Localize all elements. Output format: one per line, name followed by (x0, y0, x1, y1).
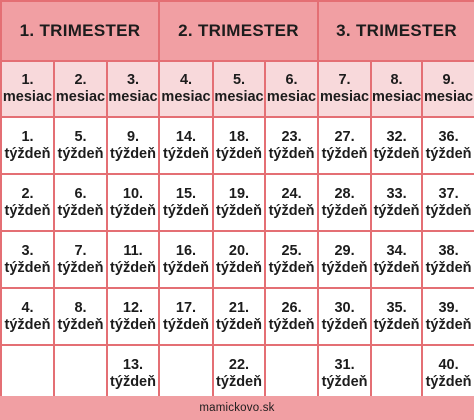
week-cell (422, 231, 474, 288)
month-number: 8. (390, 72, 403, 88)
month-header (159, 61, 213, 117)
month-label: mesiac (2, 89, 53, 105)
week-row (1, 174, 474, 231)
trimester-header: 2. TRIMESTER (159, 1, 318, 61)
month-label: mesiac (372, 89, 422, 105)
week-label: týždeň (425, 316, 472, 333)
week-number: 20. (228, 242, 250, 259)
week-number: 25. (281, 242, 302, 259)
week-cell (371, 174, 422, 231)
week-number: 21. (228, 299, 250, 316)
week-number: 5. (74, 128, 87, 145)
week-number: 13. (122, 357, 144, 373)
week-label: týždeň (321, 202, 368, 219)
week-cell (1, 174, 54, 231)
week-label: týždeň (4, 259, 51, 276)
week-cell (422, 117, 474, 174)
week-number: 19. (228, 185, 250, 202)
week-number: 36. (438, 128, 459, 145)
week-label: týždeň (57, 316, 104, 333)
week-cell (422, 288, 474, 345)
week-number: 16. (175, 242, 197, 259)
week-cell (213, 345, 265, 403)
week-number: 18. (228, 128, 250, 145)
month-header-row (1, 61, 474, 117)
week-cell (213, 117, 265, 174)
week-number: 26. (281, 299, 302, 316)
month-header (107, 61, 159, 117)
week-label: týždeň (373, 145, 420, 162)
week-number: 38. (438, 242, 459, 259)
week-cell (318, 288, 371, 345)
month-number: 3. (126, 72, 140, 88)
week-label: týždeň (163, 202, 209, 219)
week-number: 34. (386, 242, 407, 259)
week-number: 39. (438, 299, 459, 316)
week-label: týždeň (216, 202, 262, 219)
week-label: týždeň (216, 259, 262, 276)
week-number: 7. (74, 242, 87, 259)
footer-brand: mamickovo.sk (0, 396, 474, 420)
week-number: 6. (74, 185, 87, 202)
month-label: mesiac (161, 89, 211, 105)
week-number: 23. (281, 128, 302, 145)
week-cell (371, 288, 422, 345)
week-row (1, 345, 474, 403)
week-label: týždeň (268, 145, 315, 162)
week-label: týždeň (321, 316, 368, 333)
month-header (265, 61, 318, 117)
month-header (318, 61, 371, 117)
week-cell (159, 345, 213, 403)
week-cell (265, 231, 318, 288)
week-label: týždeň (57, 145, 104, 162)
week-number: 11. (123, 242, 143, 259)
week-cell (1, 231, 54, 288)
week-cell (54, 117, 107, 174)
week-row (1, 231, 474, 288)
week-cell (422, 345, 474, 403)
trimester-header: 1. TRIMESTER (1, 1, 159, 61)
week-number: 35. (386, 299, 407, 316)
week-cell (213, 288, 265, 345)
week-label: týždeň (110, 259, 156, 276)
week-label: týždeň (4, 202, 51, 219)
week-number: 27. (334, 128, 355, 145)
month-label: mesiac (55, 89, 106, 105)
week-cell (371, 345, 422, 403)
week-label: týždeň (163, 145, 209, 162)
week-number: 17. (175, 299, 197, 316)
week-cell (371, 231, 422, 288)
week-number: 12. (122, 299, 144, 316)
week-cell (318, 345, 371, 403)
week-number: 32. (386, 128, 407, 145)
week-cell (1, 117, 54, 174)
month-header (213, 61, 265, 117)
week-number: 1. (21, 128, 34, 145)
week-label: týždeň (216, 316, 262, 333)
month-header (54, 61, 107, 117)
week-label: týždeň (110, 202, 156, 219)
week-number: 15. (175, 185, 197, 202)
week-cell (265, 174, 318, 231)
week-number: 4. (21, 299, 34, 316)
week-cell (159, 117, 213, 174)
week-cell (107, 288, 159, 345)
week-cell (213, 231, 265, 288)
week-label: týždeň (57, 202, 104, 219)
week-cell (107, 117, 159, 174)
month-number: 7. (338, 72, 351, 88)
week-label: týždeň (4, 145, 51, 162)
month-label: mesiac (423, 89, 474, 105)
week-number: 40. (438, 357, 459, 373)
week-label: týždeň (216, 374, 262, 390)
week-label: týždeň (373, 202, 420, 219)
month-number: 6. (285, 72, 298, 88)
week-number: 28. (334, 185, 355, 202)
week-number: 10. (122, 185, 144, 202)
trimester-header-row (1, 1, 474, 61)
week-label: týždeň (268, 202, 315, 219)
week-cell (107, 345, 159, 403)
week-label: týždeň (425, 259, 472, 276)
week-cell (422, 174, 474, 231)
month-number: 2. (74, 72, 87, 88)
week-cell (54, 288, 107, 345)
week-label: týždeň (163, 316, 209, 333)
week-number: 24. (281, 185, 302, 202)
week-cell (1, 288, 54, 345)
week-cell (107, 231, 159, 288)
week-label: týždeň (425, 374, 472, 390)
week-label: týždeň (373, 259, 420, 276)
week-cell (318, 174, 371, 231)
week-cell (54, 231, 107, 288)
week-number: 37. (438, 185, 459, 202)
week-cell (213, 174, 265, 231)
week-label: týždeň (425, 202, 472, 219)
week-cell (159, 174, 213, 231)
month-label: mesiac (266, 89, 317, 105)
week-label: týždeň (57, 259, 104, 276)
week-cell (159, 231, 213, 288)
month-header (422, 61, 474, 117)
month-header (1, 61, 54, 117)
week-label: týždeň (163, 259, 209, 276)
month-number: 9. (442, 72, 455, 88)
week-cell (1, 345, 54, 403)
week-label: týždeň (321, 374, 368, 390)
month-number: 5. (232, 72, 246, 88)
week-number: 30. (334, 299, 355, 316)
week-label: týždeň (110, 145, 156, 162)
month-number: 1. (21, 72, 34, 88)
trimester-header: 3. TRIMESTER (318, 1, 474, 61)
week-number: 22. (228, 357, 250, 373)
week-number: 31. (334, 357, 355, 373)
week-label: týždeň (110, 316, 156, 333)
week-cell (159, 288, 213, 345)
month-header (371, 61, 422, 117)
week-number: 14. (175, 128, 197, 145)
month-label: mesiac (214, 89, 264, 105)
week-label: týždeň (110, 374, 156, 390)
week-label: týždeň (321, 145, 368, 162)
week-number: 8. (74, 299, 87, 316)
month-number: 4. (179, 72, 193, 88)
week-label: týždeň (321, 259, 368, 276)
week-number: 9. (126, 128, 140, 145)
week-cell (265, 345, 318, 403)
week-label: týždeň (373, 316, 420, 333)
week-cell (371, 117, 422, 174)
week-label: týždeň (216, 145, 262, 162)
week-cell (54, 345, 107, 403)
week-row (1, 117, 474, 174)
month-label: mesiac (108, 89, 158, 105)
week-cell (318, 117, 371, 174)
week-number: 33. (386, 185, 407, 202)
week-row (1, 288, 474, 345)
week-label: týždeň (268, 259, 315, 276)
week-cell (318, 231, 371, 288)
week-cell (265, 288, 318, 345)
month-label: mesiac (319, 89, 370, 105)
week-label: týždeň (268, 316, 315, 333)
week-label: týždeň (425, 145, 472, 162)
week-cell (54, 174, 107, 231)
week-number: 3. (21, 242, 34, 259)
week-label: týždeň (4, 316, 51, 333)
week-number: 29. (334, 242, 355, 259)
week-number: 2. (21, 185, 34, 202)
week-cell (265, 117, 318, 174)
week-cell (107, 174, 159, 231)
